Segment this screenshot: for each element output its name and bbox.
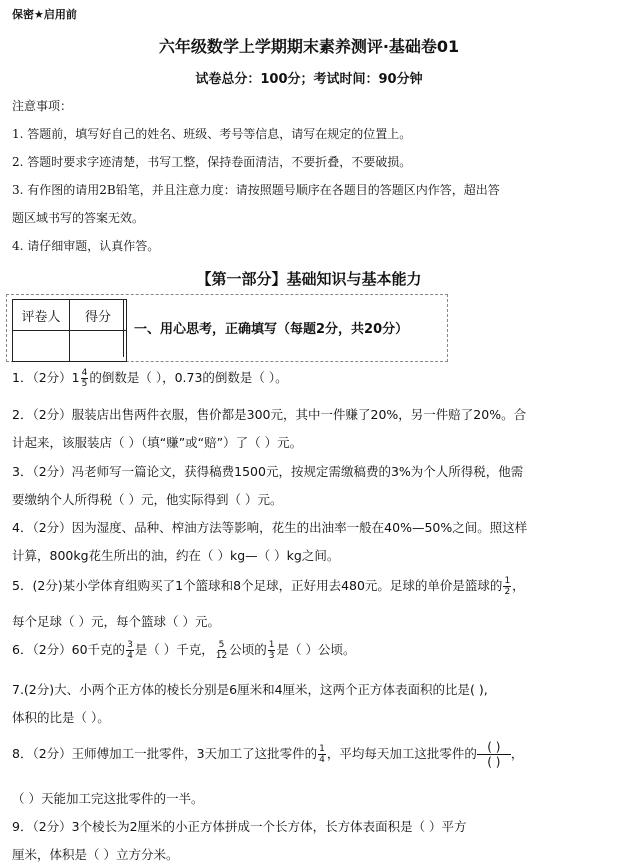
notes-heading: 注意事项： xyxy=(12,99,73,113)
q8-fraction xyxy=(318,744,326,765)
question-8-line1 xyxy=(12,740,523,769)
q1-fraction xyxy=(81,368,89,389)
frac-num: 1 xyxy=(504,576,511,586)
q1-text: 的倒数是（ ），0.73的倒数是（ ）。 xyxy=(89,370,288,385)
frac-num: 5 xyxy=(218,640,225,650)
part-title: 【第一部分】基础知识与基本能力 xyxy=(196,270,422,288)
note-item: 题区域书写的答案无效。 xyxy=(12,211,145,225)
question-2-line2: 计起来，该服装店（ ）（填“赚”或“赔”）了（ ）元。 xyxy=(12,435,303,450)
q6-text-a: 6．（2分）60千克的 xyxy=(12,642,126,657)
question-3-line1: 3．（2分）冯老师写一篇论文，获得稿费1500元，按规定需缴稿费的3%为个人所得税，他需 xyxy=(12,464,524,479)
q8-answer-fraction xyxy=(477,740,511,769)
frac-num: 4 xyxy=(81,368,88,378)
blank-den: ( ) xyxy=(487,755,501,769)
note-item: 2. 答题时要求字迹清楚，书写工整，保持卷面清洁，不要折叠，不要破损。 xyxy=(12,155,412,169)
q5-fraction xyxy=(503,576,511,597)
q1-prefix: 1．（2分）1 xyxy=(12,370,80,385)
q6-text-d: 是（ ）公顷。 xyxy=(276,642,356,657)
frac-den: 12 xyxy=(215,651,228,661)
frac-num: 3 xyxy=(127,640,133,650)
q5-tail: ， xyxy=(512,578,525,593)
question-7-line2: 体积的比是（ ）。 xyxy=(12,710,110,725)
frac-den: 2 xyxy=(504,587,511,597)
q8-text-a: 8．（2分）王师傅加工一批零件，3天加工了这批零件的 xyxy=(12,746,318,761)
blank-num: ( ) xyxy=(477,740,511,755)
frac-den: 4 xyxy=(127,651,133,661)
grader-cell xyxy=(13,331,70,362)
confidential-label: 保密★启用前 xyxy=(12,8,77,21)
q6-fraction-2 xyxy=(215,640,228,661)
question-5-line2: 每个足球（ ）元，每个篮球（ ）元。 xyxy=(12,614,220,629)
question-5-line1 xyxy=(12,576,525,597)
question-4-line2: 计算，800kg花生所出的油，约在（ ）kg—（ ）kg之间。 xyxy=(12,548,340,563)
score-table xyxy=(12,299,127,362)
frac-den: 3 xyxy=(268,651,275,661)
question-2-line1: 2．（2分）服装店出售两件衣服，售价都是300元，其中一件赚了20%，另一件赔了20%。合 xyxy=(12,407,527,422)
question-9-line2: 厘米，体积是（ ）立方分米。 xyxy=(12,847,179,862)
note-item: 4. 请仔细审题，认真作答。 xyxy=(12,239,160,253)
q8-text-b: ，平均每天加工这批零件的 xyxy=(326,746,477,761)
q6-text-c: 公顷的 xyxy=(229,642,267,657)
frac-den: 5 xyxy=(81,379,88,389)
question-8-line2: （ ）天能加工完这批零件的一半。 xyxy=(12,791,204,806)
frac-num: 1 xyxy=(319,744,325,754)
q5-text: 5．(2分)某小学体育组购买了1个篮球和8个足球，正好用去480元。足球的单价是篮球的 xyxy=(12,578,503,593)
q6-fraction-1 xyxy=(126,640,134,661)
question-9-line1: 9．（2分）3个棱长为2厘米的小正方体拼成一个长方体，长方体表面积是（ ）平方 xyxy=(12,819,467,834)
page-title: 六年级数学上学期期末素养测评·基础卷01 xyxy=(158,37,460,56)
section-divider xyxy=(123,299,124,357)
question-7-line1: 7.(2分)大、小两个正方体的棱长分别是6厘米和4厘米，这两个正方体表面积的比是( ), xyxy=(12,682,488,697)
frac-den: 4 xyxy=(319,755,325,765)
q6-fraction-3 xyxy=(268,640,276,661)
section-title: 一、用心思考，正确填写（每题2分，共20分） xyxy=(134,322,409,337)
exam-info: 试卷总分：100分；考试时间：90分钟 xyxy=(195,72,423,87)
question-6 xyxy=(12,640,355,661)
score-label: 得分 xyxy=(70,300,127,331)
question-1 xyxy=(12,368,288,389)
question-3-line2: 要缴纳个人所得税（ ）元，他实际得到（ ）元。 xyxy=(12,492,283,507)
q8-text-c: ， xyxy=(510,746,524,761)
frac-num: 1 xyxy=(268,640,275,650)
question-4-line1: 4．（2分）因为湿度、品种、榨油方法等影响，花生的出油率一般在40%—50%之间。照这样 xyxy=(12,520,528,535)
grader-label: 评卷人 xyxy=(13,300,70,331)
note-item: 3. 有作图的请用2B铅笔，并且注意力度：请按照题号顺序在各题目的答题区内作答，超出答 xyxy=(12,183,500,197)
score-cell xyxy=(70,331,127,362)
q6-text-b: 是（ ）千克， xyxy=(134,642,214,657)
note-item: 1. 答题前，填写好自己的姓名、班级、考号等信息，请写在规定的位置上。 xyxy=(12,127,412,141)
